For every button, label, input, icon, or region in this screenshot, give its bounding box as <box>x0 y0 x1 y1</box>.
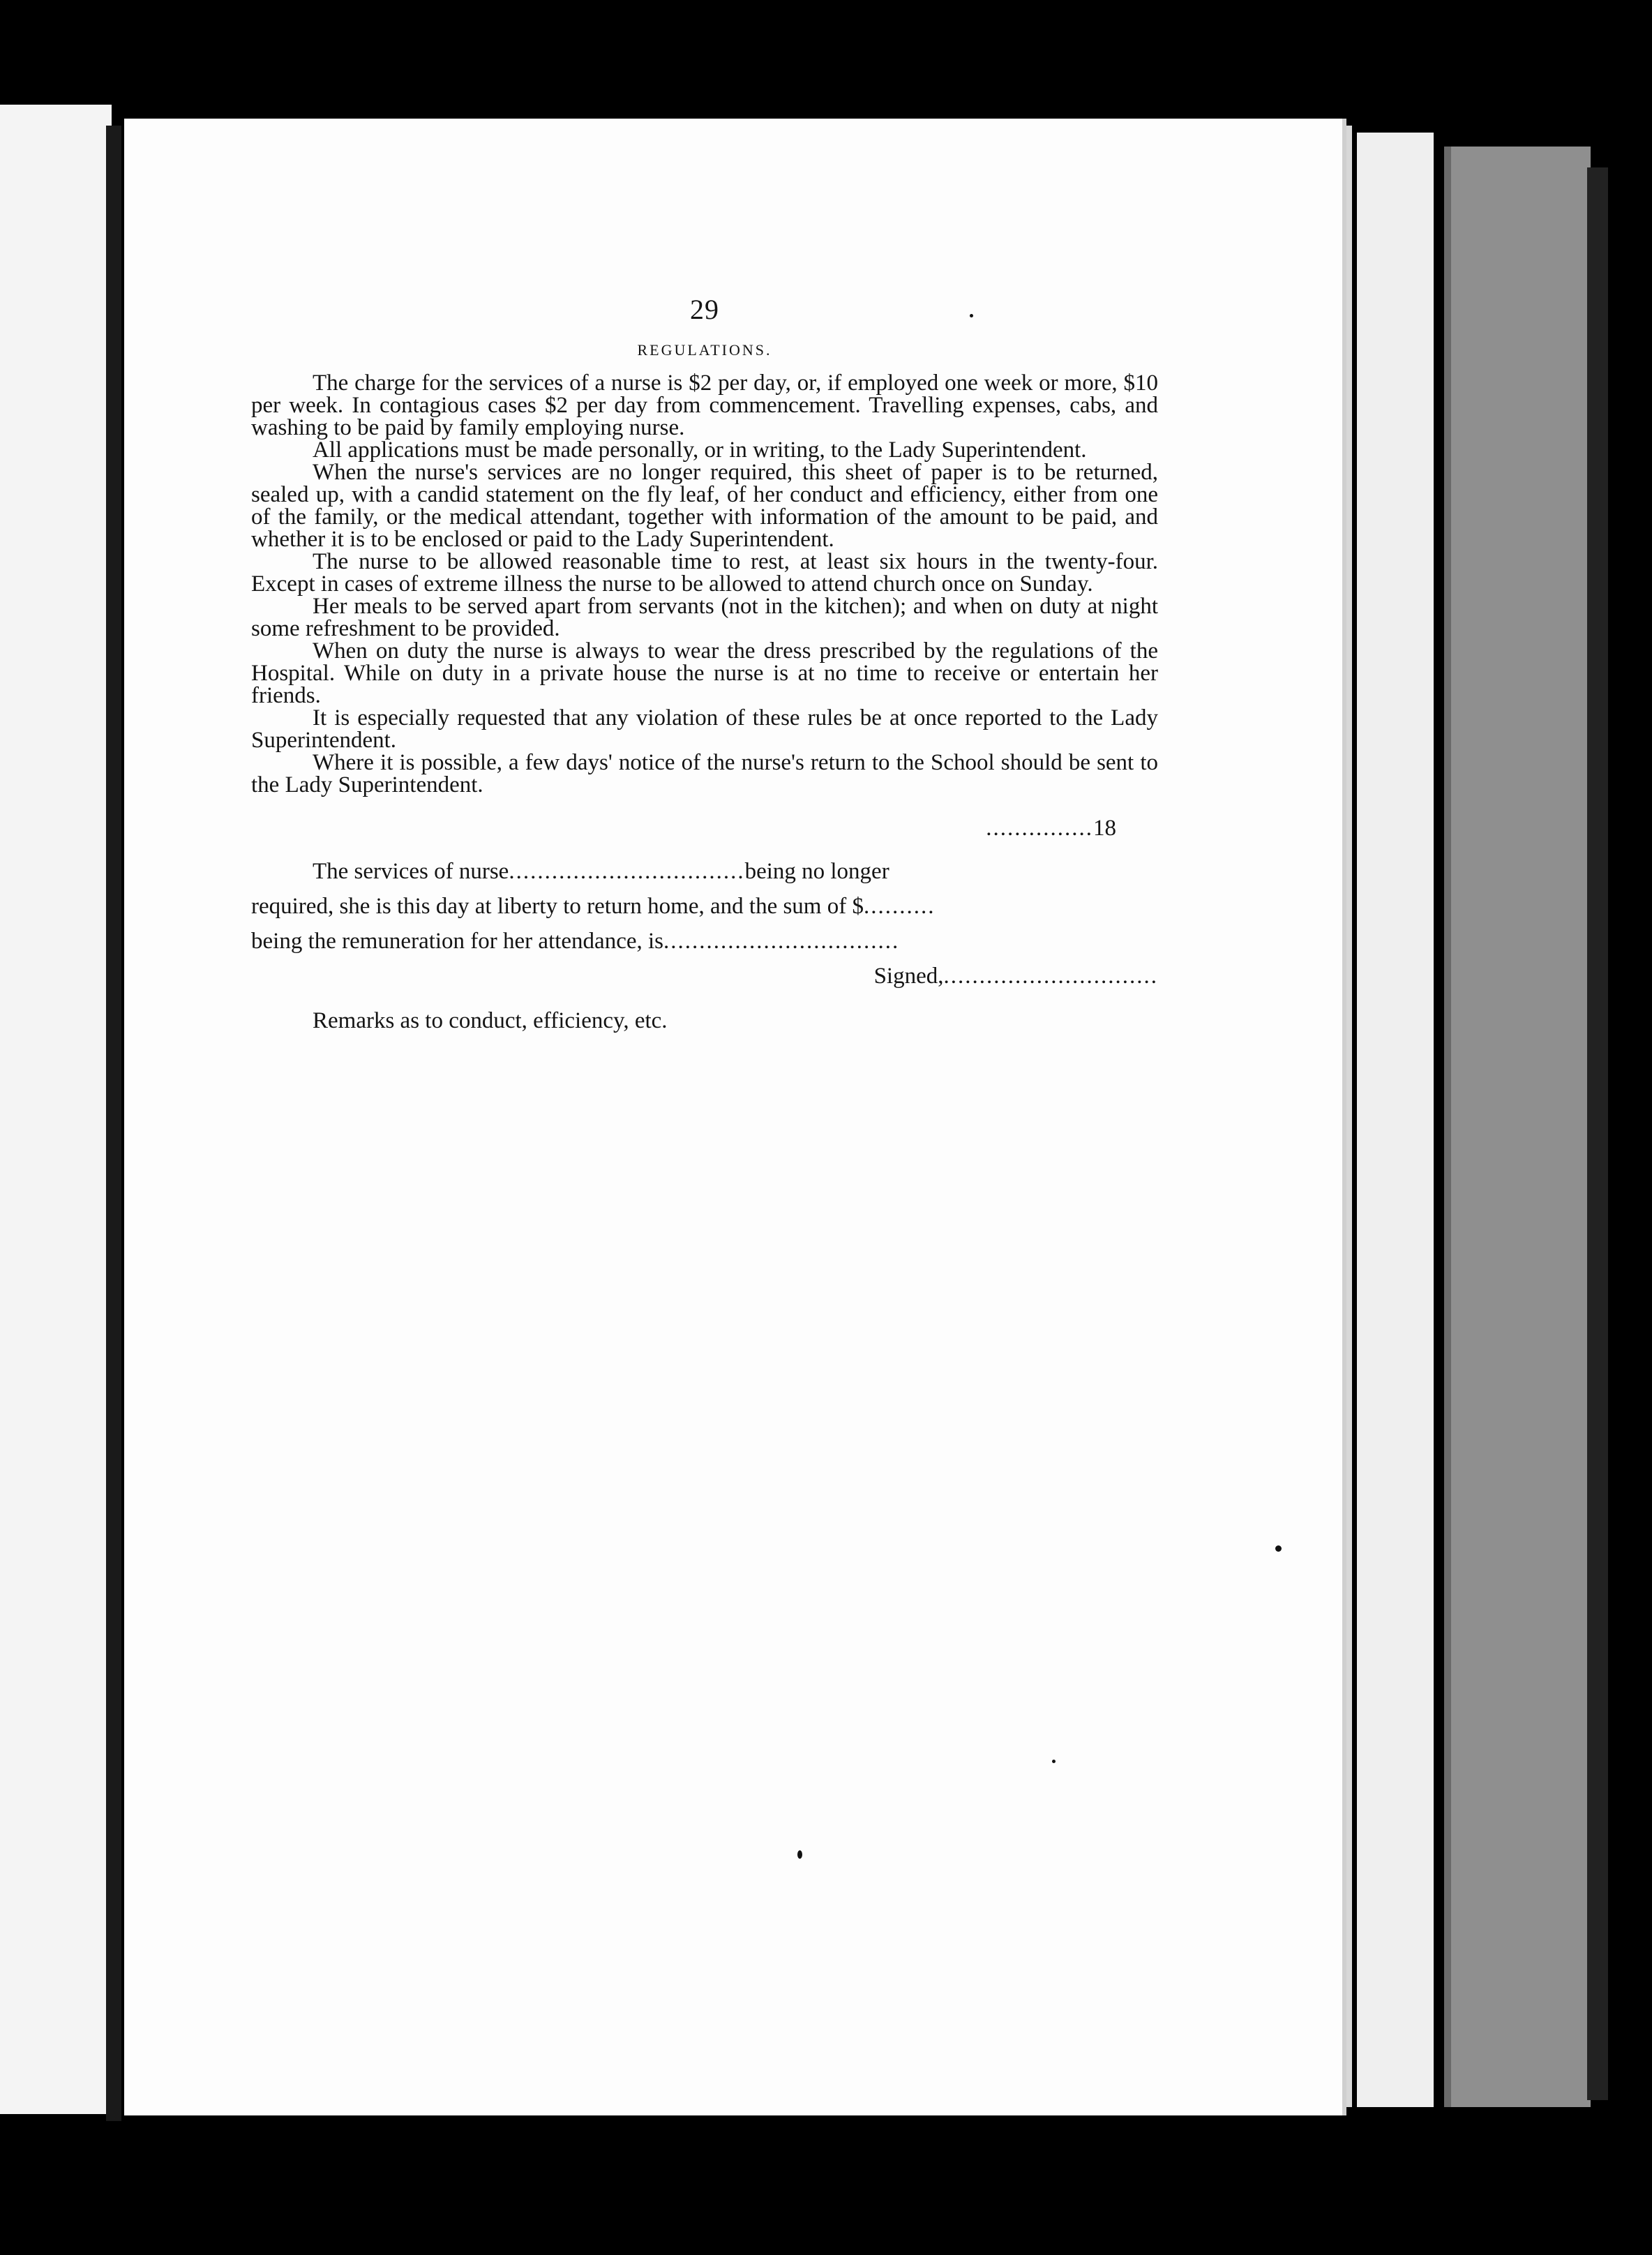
paragraph-notice: Where it is possible, a few days' notice of the nurse's return to the School should be sent to the Lady Superintendent. <box>251 750 1158 797</box>
nurse-label: The services of nurse <box>313 859 509 884</box>
scan-speck <box>1275 1545 1282 1552</box>
paragraph-charges: The charge for the services of a nurse is $2 per day, or, if employed one week or more, $10 per week. In contagious cases $2 per day from commencement. Travelling expenses, cabs, and washing to be paid by family employing nurse. <box>251 370 1158 440</box>
remuneration-label: being the remuneration for her attendance, is <box>251 929 664 954</box>
scan-speck <box>1052 1760 1056 1763</box>
date-blank: ............... <box>986 816 1093 841</box>
page-content <box>251 293 1158 1038</box>
paragraph-dress: When on duty the nurse is always to wear the dress prescribed by the regulations of the Hospital. While on duty in a private house the nurse is at no time to receive or entertain her friends. <box>251 638 1158 708</box>
paragraph-violations: It is especially requested that any violation of these rules be at once reported to the Lady Superintendent. <box>251 705 1158 753</box>
signature-blank: .............................. <box>943 964 1158 989</box>
book-spine <box>106 126 121 2121</box>
left-page-edge <box>0 105 112 2114</box>
form-date-line <box>251 816 1116 841</box>
book-cover-dark-edge <box>1587 167 1608 2100</box>
paragraph-return-sheet: When the nurse's services are no longer required, this sheet of paper is to be returned, sealed up, with a candid statement on the fly leaf, of her conduct and efficiency, either from one of the family, or the medical attendant, together with information of the amount to be paid, and whether it is to be enclosed or paid to the Lady Superintendent. <box>251 460 1158 552</box>
paragraph-rest: The nurse to be allowed reasonable time to rest, at least six hours in the twenty-four. Except in cases of extreme illness the nurse to be allowed to attend church once on Sunday. <box>251 549 1158 597</box>
book-cover-edge <box>1444 147 1591 2107</box>
form-line-signed <box>251 959 1158 994</box>
paragraph-applications: All applications must be made personally, or in writing, to the Lady Superintendent. <box>313 437 1087 463</box>
form-line-nurse <box>251 854 1158 889</box>
date-year-prefix: 18 <box>1093 816 1116 841</box>
sum-blank: .......... <box>863 894 936 919</box>
form-line-remuneration <box>251 924 1158 959</box>
page-number: 29 <box>690 294 719 325</box>
paragraph-meals: Her meals to be served apart from servants (not in the kitchen); and when on duty at night some refreshment to be provided. <box>251 594 1158 641</box>
sum-label: required, she is this day at liberty to return home, and the sum of $ <box>251 894 864 919</box>
remuneration-blank: ................................. <box>663 929 900 954</box>
signed-label: Signed, <box>873 964 944 989</box>
nurse-name-blank: ................................. <box>509 859 745 884</box>
scan-speck <box>797 1850 802 1859</box>
nurse-line-suffix: being no longer <box>744 859 889 884</box>
section-title: REGULATIONS. <box>637 341 772 359</box>
next-page-edge <box>1357 133 1434 2107</box>
remarks-line: Remarks as to conduct, efficiency, etc. <box>313 1008 668 1033</box>
form-line-sum <box>251 889 1158 924</box>
